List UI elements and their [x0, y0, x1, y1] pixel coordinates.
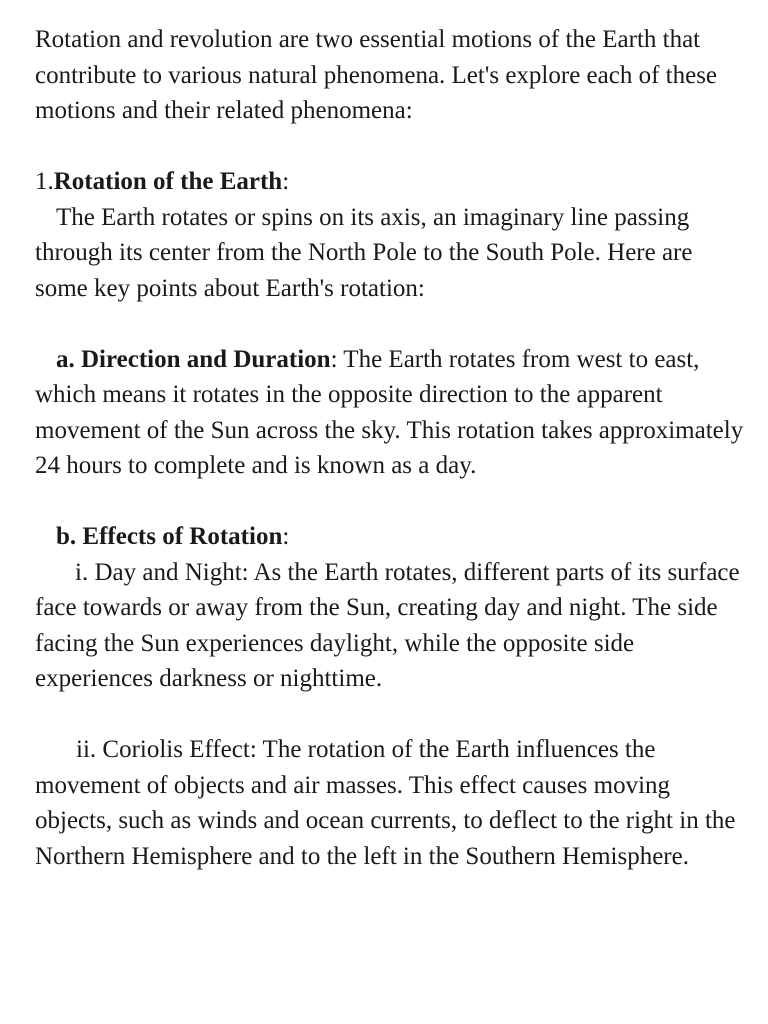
section-b-item-ii: ii. Coriolis Effect: The rotation of the Earth influences the movement of objects and air masses. This effect causes moving objects, such as winds and ocean currents, to deflect to the right in the Northern Hemisphere and to the left in the Southern Hemisphere. — [35, 736, 736, 870]
intro-paragraph: Rotation and revolution are two essential motions of the Earth that contribute to various natural phenomena. Let's explore each of these motions and their related phenomena: — [35, 26, 718, 124]
section-a-paragraph — [35, 342, 747, 484]
section-a-body: : The Earth rotates from west to east, which means it rotates in the opposite direction to the apparent movement of the Sun across the sky. This rotation takes approximately 24 hours to complete and is known as a day. — [35, 345, 744, 479]
section-b-colon: : — [282, 523, 290, 550]
spacer — [35, 484, 747, 520]
document-page — [35, 22, 747, 874]
section-b-heading: b. Effects of Rotation — [56, 523, 283, 550]
section-1-colon: : — [282, 168, 290, 195]
section-1-body: The Earth rotates or spins on its axis, an imaginary line passing through its center from the North Pole to the South Pole. Here are some key points about Earth's rotation: — [35, 203, 693, 302]
section-1-number: 1. — [35, 168, 54, 195]
section-b-heading-line — [35, 519, 747, 555]
section-1-heading: Rotation of the Earth — [53, 168, 283, 195]
section-1-heading-line — [35, 164, 747, 200]
section-b-item-i: i. Day and Night: As the Earth rotates, different parts of its surface face towards or away from the Sun, creating day and night. The side facing the Sun experiences daylight, while the opposite side experiences darkness or nighttime. — [35, 558, 740, 692]
spacer — [35, 129, 747, 165]
spacer — [35, 697, 747, 733]
section-a-heading: a. Direction and Duration — [56, 345, 331, 373]
spacer — [35, 306, 747, 342]
